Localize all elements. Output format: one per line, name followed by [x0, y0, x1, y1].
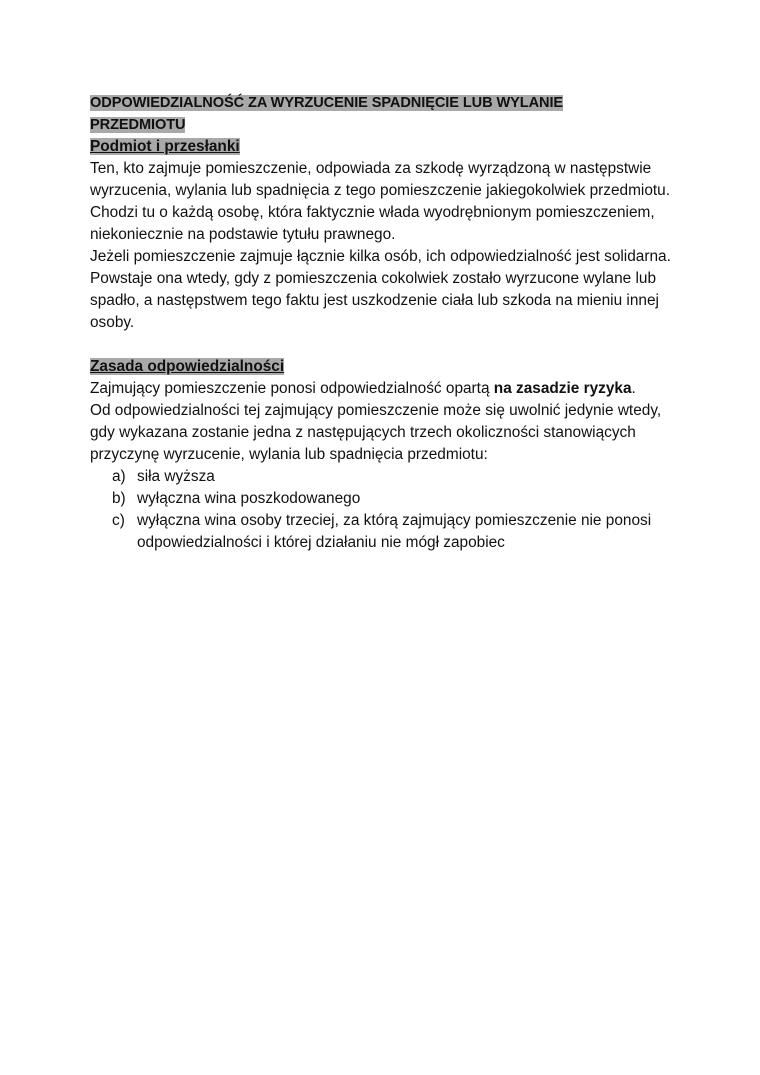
document-title	[90, 92, 680, 136]
list-item	[90, 488, 680, 510]
title-line-1: ODPOWIEDZIALNOŚĆ ZA WYRZUCENIE SPADNIĘCIE LUB WYLANIE	[90, 95, 564, 111]
list-item-text: wyłączna wina osoby trzeciej, za którą zajmujący pomieszczenie nie ponosi odpowiedzialności i której działaniu nie mógł zapobiec	[137, 512, 652, 551]
spacer	[90, 334, 680, 356]
section-heading-podmiot: Podmiot i przesłanki	[90, 138, 240, 155]
list-marker: b)	[112, 490, 126, 507]
list-marker: a)	[112, 468, 126, 485]
list-item	[90, 466, 680, 488]
document-page	[90, 92, 680, 554]
paragraph: Jeżeli pomieszczenie zajmuje łącznie kilka osób, ich odpowiedzialność jest solidarna.	[90, 248, 671, 265]
paragraph: Chodzi tu o każdą osobę, która faktycznie włada wyodrębnionym pomieszczeniem, niekoniecznie na podstawie tytułu prawnego.	[90, 204, 655, 243]
circumstances-list	[90, 466, 680, 554]
section-heading-zasada: Zasada odpowiedzialności	[90, 358, 285, 375]
paragraph-risk: Zajmujący pomieszczenie ponosi odpowiedzialność opartą na zasadzie ryzyka.	[90, 380, 636, 397]
list-marker: c)	[112, 512, 125, 529]
paragraph: Powstaje ona wtedy, gdy z pomieszczenia cokolwiek zostało wyrzucone wylane lub spadło, a następstwem tego faktu jest uszkodzenie ciała lub szkoda na mieniu innej osoby.	[90, 270, 659, 331]
list-item	[90, 510, 680, 554]
list-item-text: siła wyższa	[137, 468, 215, 485]
paragraph: Od odpowiedzialności tej zajmujący pomieszczenie może się uwolnić jedynie wtedy, gdy wykazana zostanie jedna z następujących trzech okoliczności stanowiących przyczynę wyrzucenie, wylania lub spadnięcia przedmiotu:	[90, 402, 662, 463]
paragraph: Ten, kto zajmuje pomieszczenie, odpowiada za szkodę wyrządzoną w następstwie wyrzucenia, wylania lub spadnięcia z tego pomieszczenie jakiegokolwiek przedmiotu.	[90, 160, 671, 199]
bold-phrase: na zasadzie ryzyka	[493, 380, 632, 397]
list-item-text: wyłączna wina poszkodowanego	[137, 490, 361, 507]
title-line-2: PRZEDMIOTU	[90, 117, 186, 133]
